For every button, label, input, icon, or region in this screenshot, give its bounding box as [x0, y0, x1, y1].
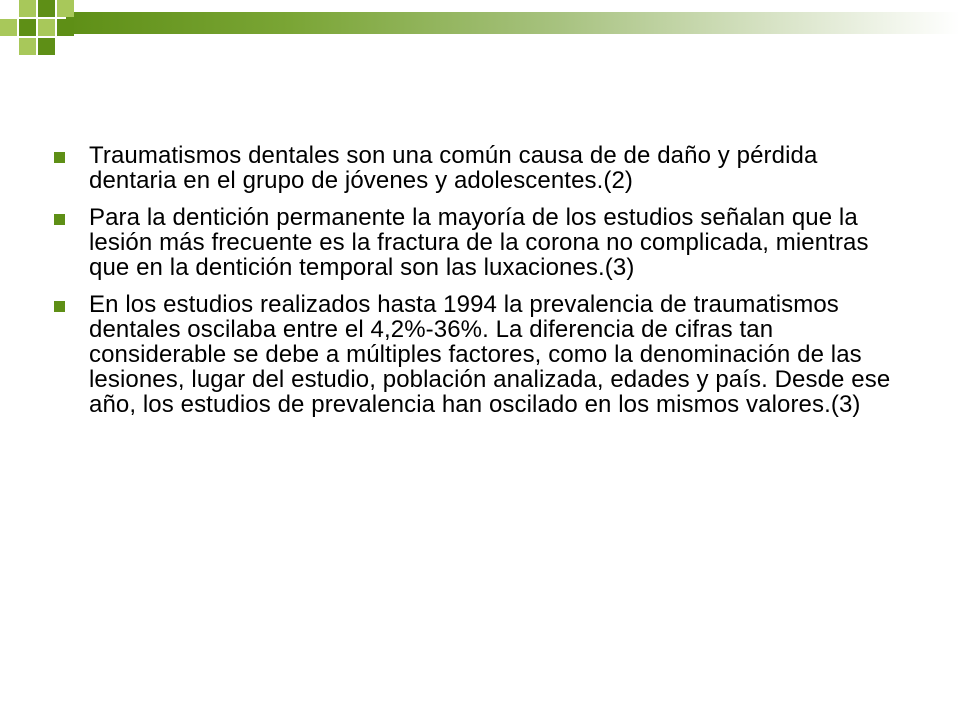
decor-square: [57, 0, 74, 17]
bullet-list: [50, 143, 910, 429]
bullet-item: [50, 205, 910, 280]
bullet-text: En los estudios realizados hasta 1994 la prevalencia de traumatismos dentales oscilaba entre el 4,2%-36%. La diferencia de cifras tan considerable se debe a múltiples factores, como la denominación de las lesiones, lugar del estudio, población analizada, edades y país. Desde ese año, los estudios de prevalencia han oscilado en los mismos valores.(3): [89, 291, 891, 418]
square-bullet-icon: [54, 214, 65, 225]
decor-square: [38, 0, 55, 17]
square-bullet-icon: [54, 152, 65, 163]
decor-square: [38, 38, 55, 55]
square-bullet-icon: [54, 301, 65, 312]
decor-square: [0, 19, 17, 36]
decor-square: [38, 19, 55, 36]
decor-square: [57, 19, 74, 36]
header-gradient-bar: [66, 12, 960, 34]
decor-square: [19, 38, 36, 55]
bullet-text: Para la dentición permanente la mayoría de los estudios señalan que la lesión más frecuente es la fractura de la corona no complicada, mientras que en la dentición temporal son las luxaciones.(3): [89, 204, 869, 281]
bullet-text: Traumatismos dentales son una común causa de de daño y pérdida dentaria en el grupo de jóvenes y adolescentes.(2): [89, 142, 818, 194]
decor-square: [19, 0, 36, 17]
bullet-item: [50, 143, 910, 193]
decor-square: [19, 19, 36, 36]
bullet-item: [50, 292, 910, 417]
